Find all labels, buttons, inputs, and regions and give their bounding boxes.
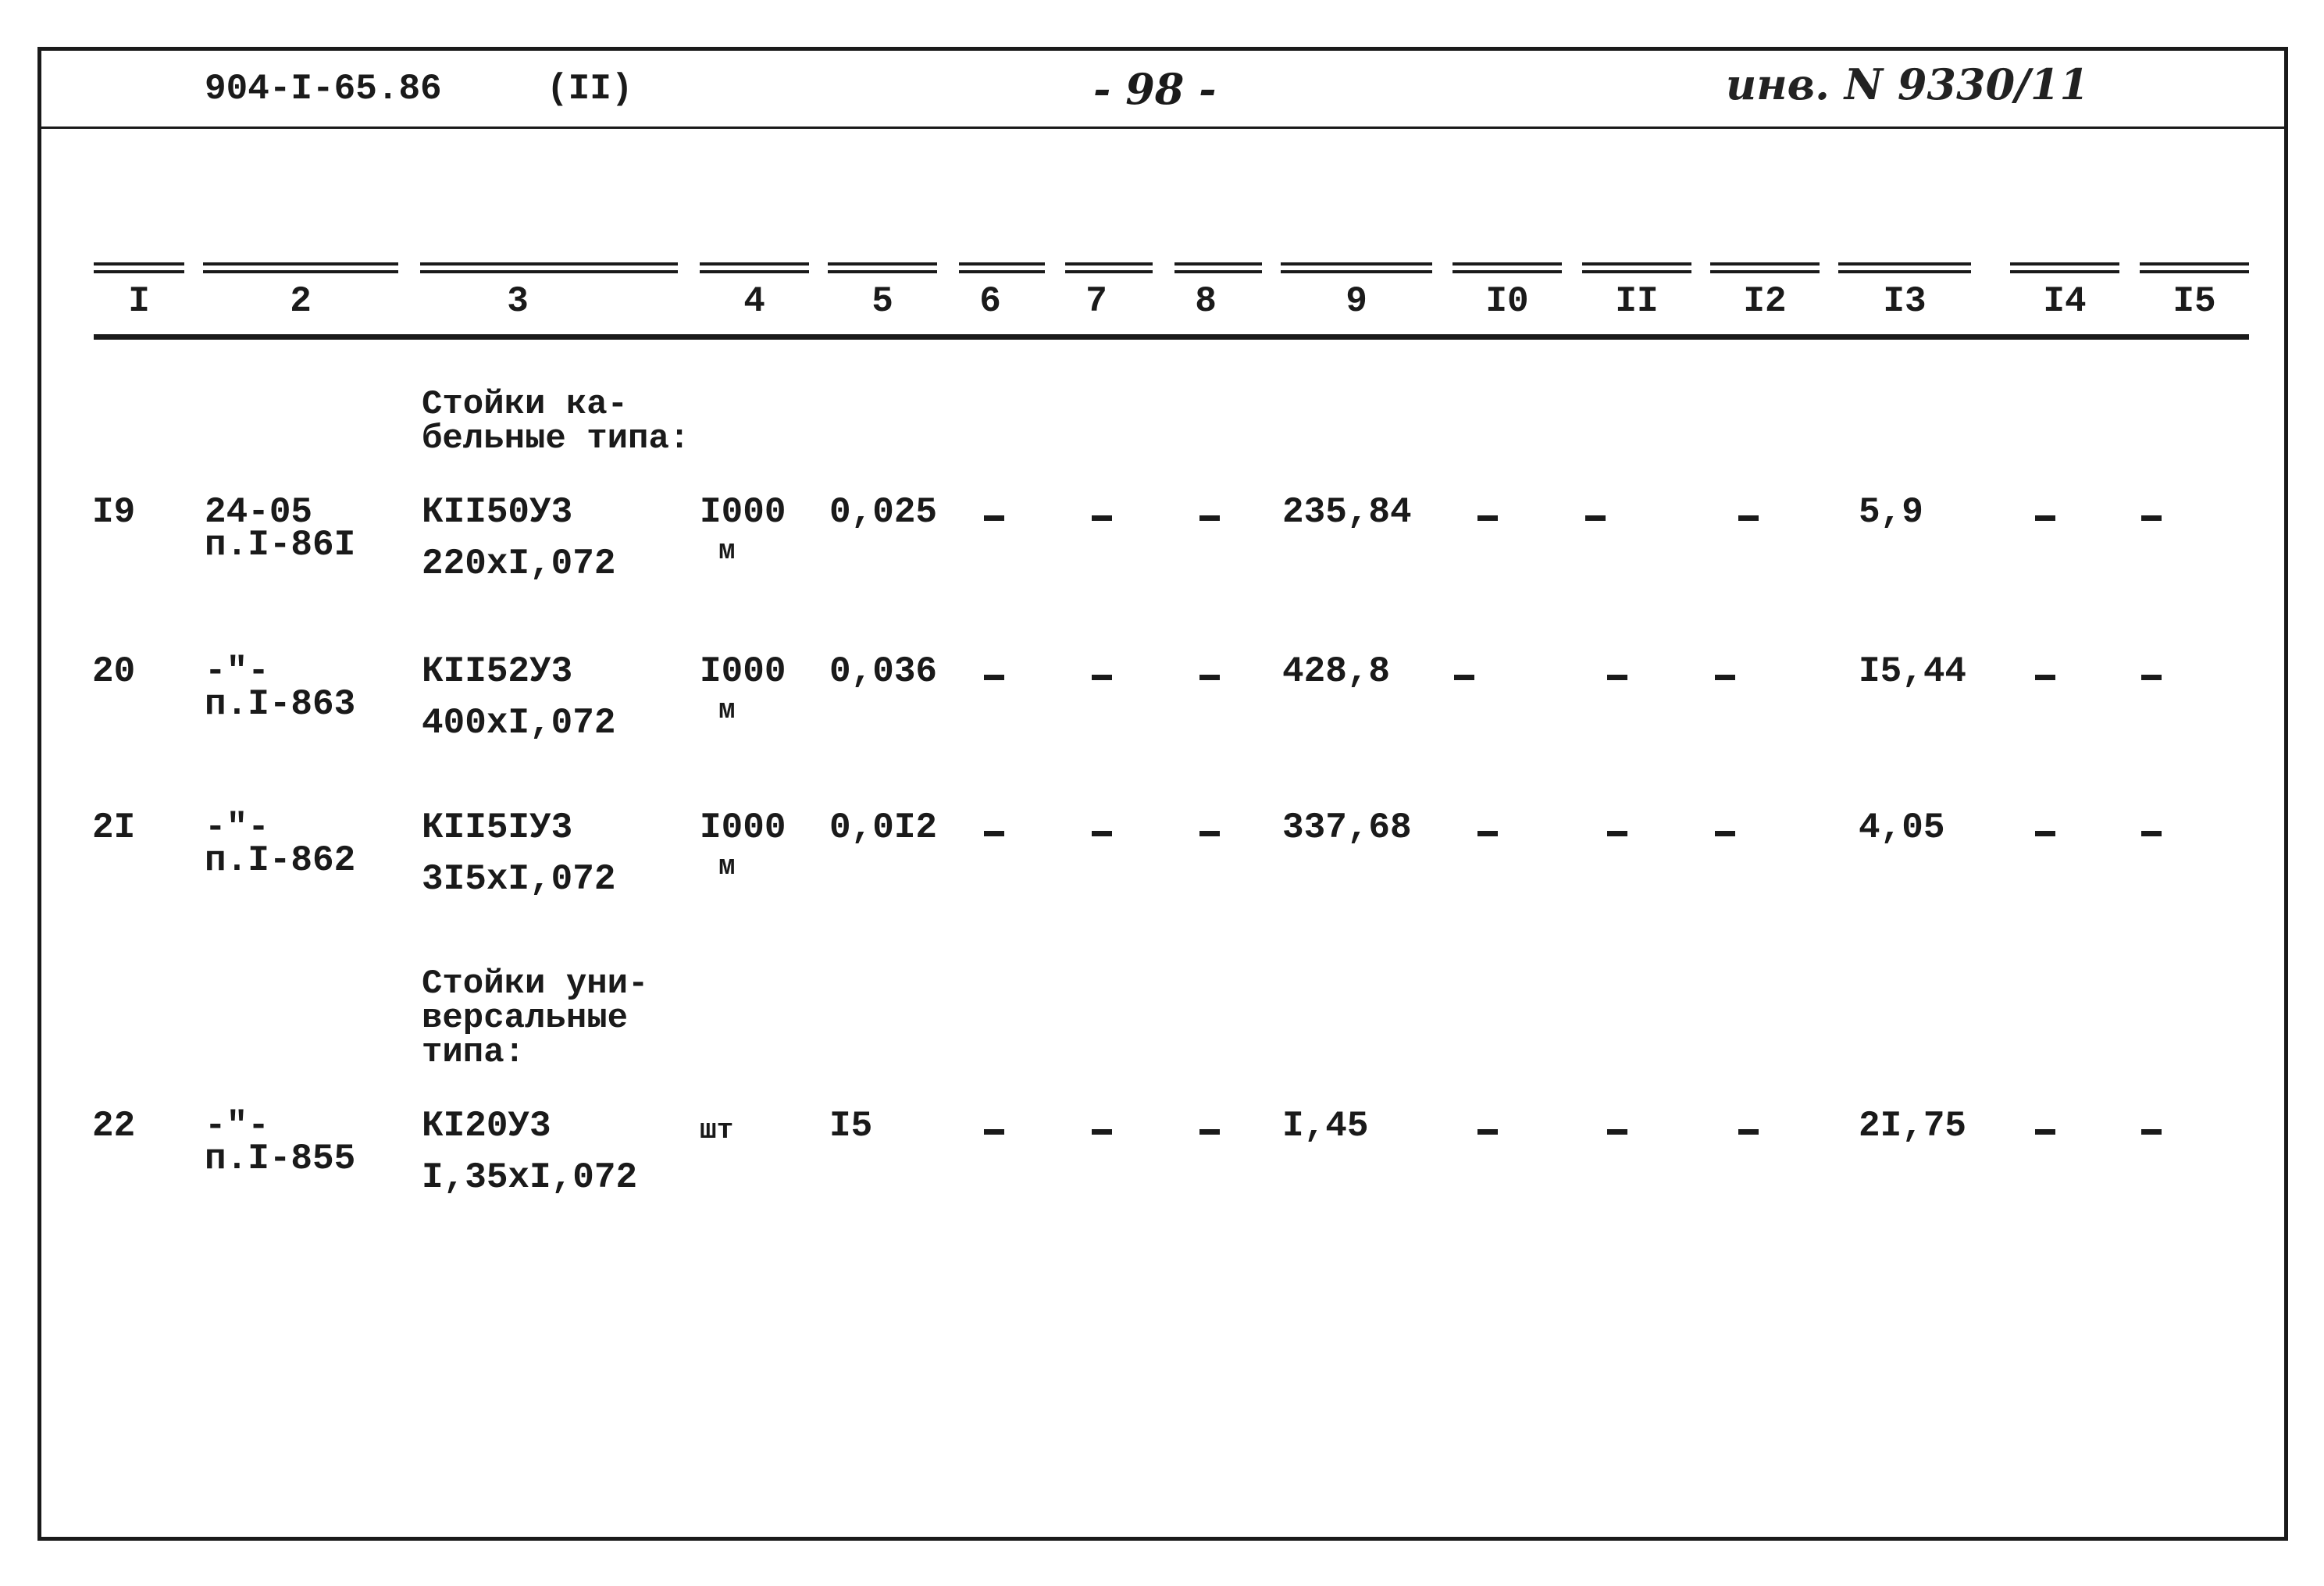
row-col12-dash (1715, 675, 1735, 680)
row-item-dimension: 3I5хI,072 (422, 859, 616, 900)
col-header-7: 7 (1085, 281, 1107, 322)
col-rule-6 (959, 262, 1045, 273)
row-unit: м (718, 694, 736, 726)
header-rule (37, 127, 2288, 129)
row-reference-clause: п.I-863 (205, 684, 356, 725)
row-number: 22 (92, 1106, 136, 1146)
col-rule-9 (1281, 262, 1432, 273)
col-header-1: I (128, 281, 150, 322)
row-col10-dash (1477, 831, 1498, 836)
section-title-cable-racks: Стойки ка- бельные типа: (422, 385, 690, 458)
row-col9: 337,68 (1282, 807, 1412, 848)
col-rule-1 (94, 262, 184, 273)
row-col5: 0,036 (829, 651, 938, 692)
row-col15-dash (2141, 515, 2162, 521)
row-col12-dash (1738, 515, 1759, 521)
row-col13: 4,05 (1859, 807, 1945, 848)
row-col6-dash (984, 675, 1004, 680)
row-col11-dash (1607, 831, 1627, 836)
row-col13: 2I,75 (1859, 1106, 1967, 1146)
row-number: 2I (92, 807, 136, 848)
row-col15-dash (2141, 831, 2162, 836)
row-reference-clause: п.I-862 (205, 840, 356, 881)
row-col14-dash (2035, 1129, 2055, 1135)
col-rule-4 (700, 262, 809, 273)
row-item-name: КII50У3 (422, 492, 573, 533)
row-col12-dash (1715, 831, 1735, 836)
row-col14-dash (2035, 675, 2055, 680)
col-header-5: 5 (872, 281, 893, 322)
row-col5: 0,025 (829, 492, 938, 533)
col-rule-13 (1838, 262, 1971, 273)
row-col6-dash (984, 515, 1004, 521)
row-col10-dash (1477, 1129, 1498, 1135)
row-col13: I5,44 (1859, 651, 1967, 692)
col-rule-14 (2010, 262, 2119, 273)
row-unit: м (718, 535, 736, 567)
row-item-dimension: I,35хI,072 (422, 1157, 638, 1198)
col-header-12: I2 (1743, 281, 1787, 322)
row-col8-dash (1199, 675, 1220, 680)
row-reference: -"- (205, 807, 269, 848)
row-item-dimension: 220хI,072 (422, 544, 616, 584)
document-part: (II) (547, 69, 633, 109)
row-number: 20 (92, 651, 136, 692)
col-header-3: 3 (507, 281, 529, 322)
document-code: 904-I-65.86 (205, 69, 442, 109)
row-col10-dash (1454, 675, 1474, 680)
col-header-9: 9 (1346, 281, 1367, 322)
row-col14-dash (2035, 515, 2055, 521)
col-rule-7 (1065, 262, 1153, 273)
col-rule-12 (1710, 262, 1820, 273)
col-rule-11 (1582, 262, 1691, 273)
row-col5: I5 (829, 1106, 873, 1146)
col-header-10: I0 (1485, 281, 1529, 322)
row-item-name: КII5IУ3 (422, 807, 573, 848)
col-header-11: II (1615, 281, 1659, 322)
row-col7-dash (1092, 831, 1112, 836)
row-quantity: I000 (700, 651, 786, 692)
col-rule-2 (203, 262, 398, 273)
col-rule-15 (2140, 262, 2249, 273)
row-col7-dash (1092, 1129, 1112, 1135)
row-reference: -"- (205, 1106, 269, 1146)
inventory-number: инв. N 9330/11 (1726, 59, 2090, 109)
section-title-universal-racks: Стойки уни- версальные типа: (422, 964, 649, 1072)
row-col15-dash (2141, 675, 2162, 680)
row-col9: 235,84 (1282, 492, 1412, 533)
row-quantity: I000 (700, 807, 786, 848)
row-unit: шт (700, 1114, 734, 1146)
row-col11-dash (1585, 515, 1606, 521)
row-col12-dash (1738, 1129, 1759, 1135)
row-quantity: I000 (700, 492, 786, 533)
row-col6-dash (984, 831, 1004, 836)
row-col7-dash (1092, 675, 1112, 680)
row-col9: I,45 (1282, 1106, 1369, 1146)
row-item-dimension: 400хI,072 (422, 703, 616, 743)
col-rule-8 (1174, 262, 1262, 273)
col-header-6: 6 (979, 281, 1001, 322)
row-col8-dash (1199, 831, 1220, 836)
row-reference-clause: п.I-855 (205, 1139, 356, 1179)
row-unit: м (718, 850, 736, 882)
row-col11-dash (1607, 1129, 1627, 1135)
col-header-15: I5 (2173, 281, 2216, 322)
row-col7-dash (1092, 515, 1112, 521)
page-number: - 98 - (1093, 64, 1217, 114)
col-header-4: 4 (743, 281, 765, 322)
col-header-14: I4 (2043, 281, 2087, 322)
col-header-8: 8 (1195, 281, 1217, 322)
row-col10-dash (1477, 515, 1498, 521)
row-col5: 0,0I2 (829, 807, 938, 848)
row-col13: 5,9 (1859, 492, 1923, 533)
row-col6-dash (984, 1129, 1004, 1135)
row-number: I9 (92, 492, 136, 533)
row-col14-dash (2035, 831, 2055, 836)
col-rule-3 (420, 262, 678, 273)
row-col9: 428,8 (1282, 651, 1391, 692)
row-reference: -"- (205, 651, 269, 692)
col-rule-5 (828, 262, 937, 273)
col-header-2: 2 (290, 281, 312, 322)
row-col8-dash (1199, 515, 1220, 521)
col-header-13: I3 (1883, 281, 1927, 322)
row-item-name: КII52У3 (422, 651, 573, 692)
col-rule-10 (1452, 262, 1562, 273)
row-item-name: КI20У3 (422, 1106, 551, 1146)
row-col8-dash (1199, 1129, 1220, 1135)
row-col15-dash (2141, 1129, 2162, 1135)
row-reference: 24-05 (205, 492, 313, 533)
row-col11-dash (1607, 675, 1627, 680)
header-bottom-rule (94, 334, 2249, 340)
row-reference-clause: п.I-86I (205, 525, 356, 565)
